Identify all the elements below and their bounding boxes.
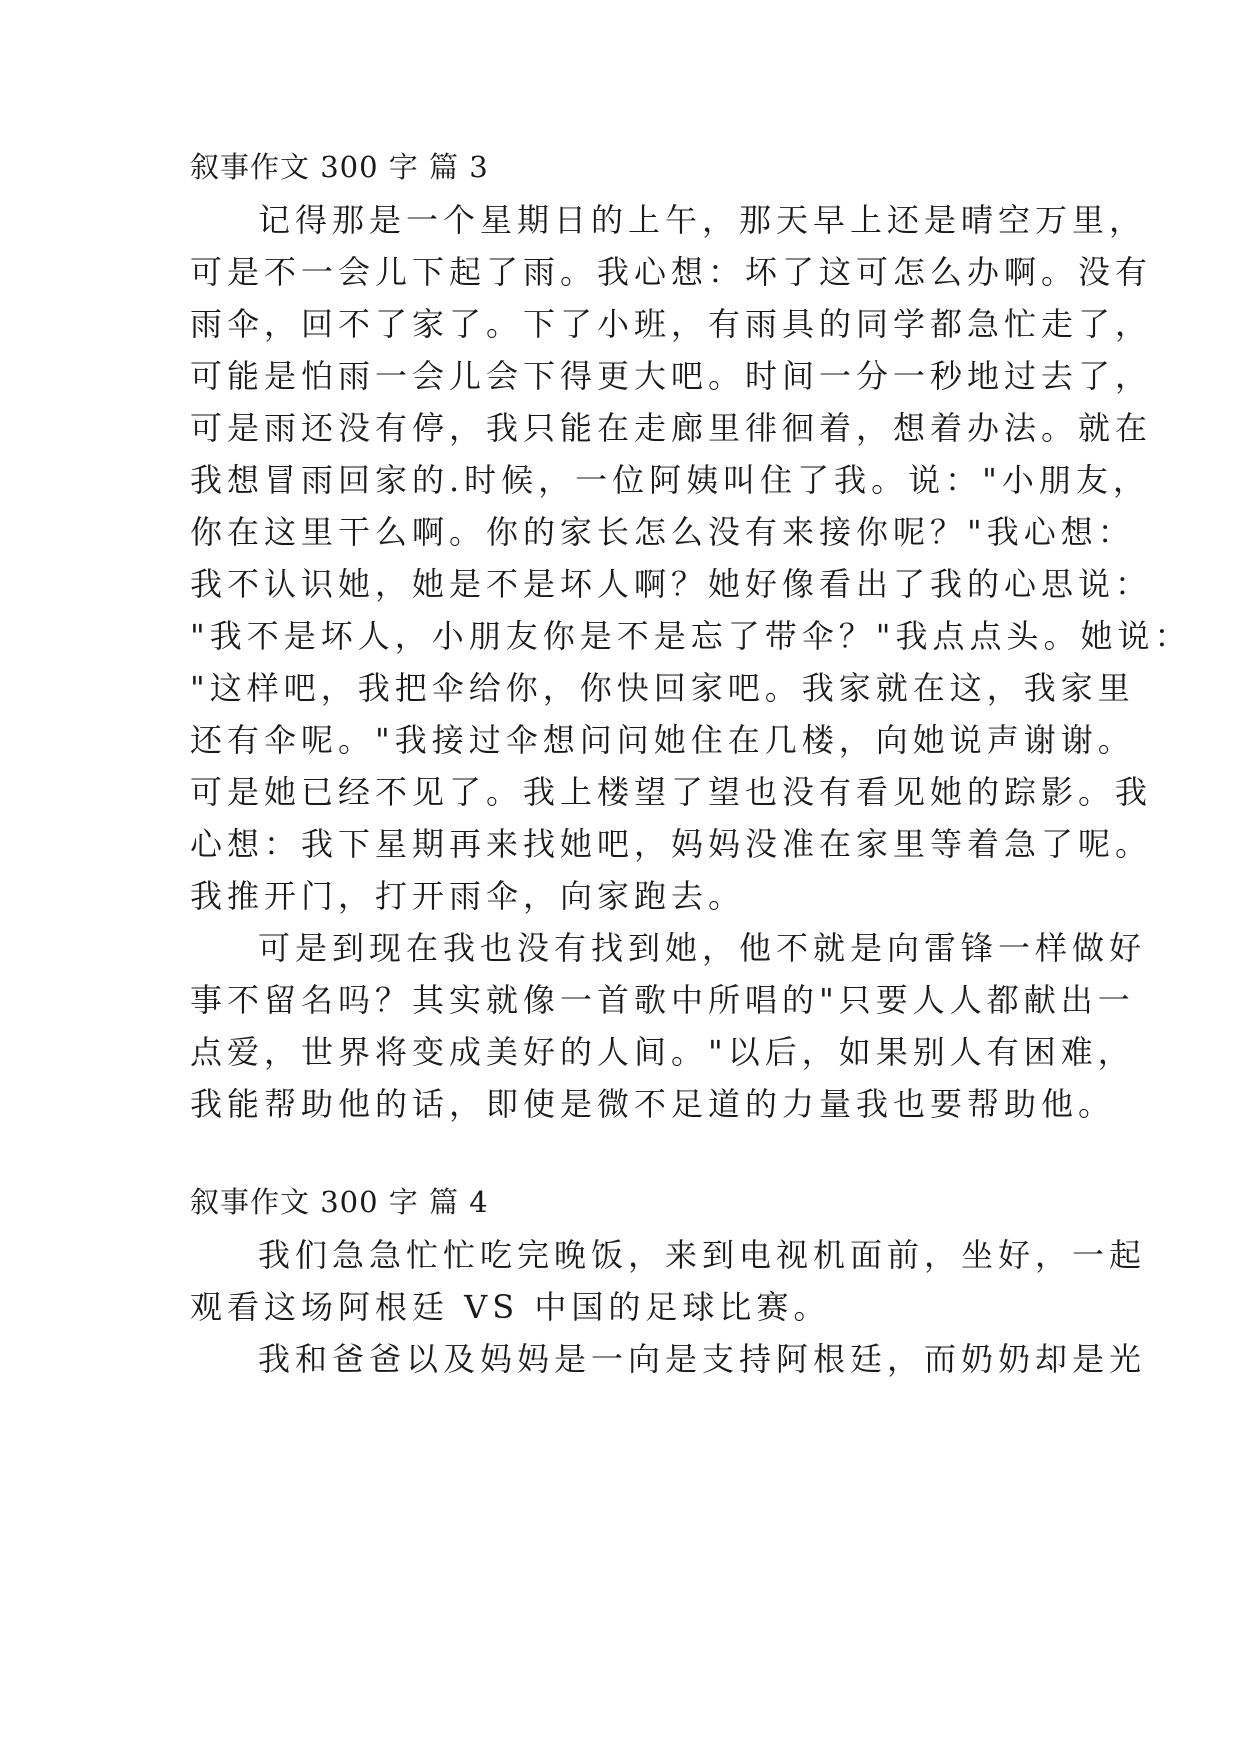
section-3-line: 可能是怕雨一会儿会下得更大吧。时间一分一秒地过去了， (190, 357, 1153, 395)
section-3-line: 记得那是一个星期日的上午，那天早上还是晴空万里， (258, 201, 1147, 239)
section-3-line: 可是到现在我也没有找到她，他不就是向雷锋一样做好 (258, 929, 1147, 967)
section-4-line: 观看这场阿根廷 VS 中国的足球比赛。 (190, 1288, 831, 1326)
section-3-line: 点爱，世界将变成美好的人间。"以后，如果别人有困难， (190, 1033, 1135, 1071)
section-3-line: 我能帮助他的话，即使是微不足道的力量我也要帮助他。 (190, 1085, 1116, 1123)
section-3-line: 事不留名吗？其实就像一首歌中所唱的"只要人人都献出一 (190, 981, 1135, 1019)
section-3-line: 我不认识她，她是不是坏人啊？她好像看出了我的心思说： (190, 565, 1153, 603)
section-3-line: 我推开门，打开雨伞，向家跑去。 (190, 877, 746, 915)
section-3-line: "这样吧，我把伞给你，你快回家吧。我家就在这，我家里 (190, 669, 1135, 707)
section-3-line: 我想冒雨回家的.时候，一位阿姨叫住了我。说："小朋友， (190, 461, 1150, 499)
section-4-line: 我们急急忙忙吃完晚饭，来到电视机面前，坐好，一起 (258, 1236, 1147, 1274)
section-3-line: 还有伞呢。"我接过伞想问问她住在几楼，向她说声谢谢。 (190, 721, 1135, 759)
section-3-line: 可是她已经不见了。我上楼望了望也没有看见她的踪影。我 (190, 773, 1153, 811)
section-3-title: 叙事作文 300 字 篇 3 (190, 150, 489, 184)
section-3-line: 可是雨还没有停，我只能在走廊里徘徊着，想着办法。就在 (190, 409, 1153, 447)
section-4-title: 叙事作文 300 字 篇 4 (190, 1185, 489, 1219)
section-3-line: 心想：我下星期再来找她吧，妈妈没准在家里等着急了呢。 (190, 825, 1153, 863)
section-3-line: 可是不一会儿下起了雨。我心想：坏了这可怎么办啊。没有 (190, 253, 1153, 291)
section-3-line: "我不是坏人，小朋友你是不是忘了带伞？"我点点头。她说： (190, 617, 1192, 655)
section-3-line: 雨伞，回不了家了。下了小班，有雨具的同学都急忙走了， (190, 305, 1153, 343)
section-3-line: 你在这里干么啊。你的家长怎么没有来接你呢？"我心想： (190, 513, 1135, 551)
section-4-line: 我和爸爸以及妈妈是一向是支持阿根廷，而奶奶却是光 (258, 1340, 1147, 1378)
